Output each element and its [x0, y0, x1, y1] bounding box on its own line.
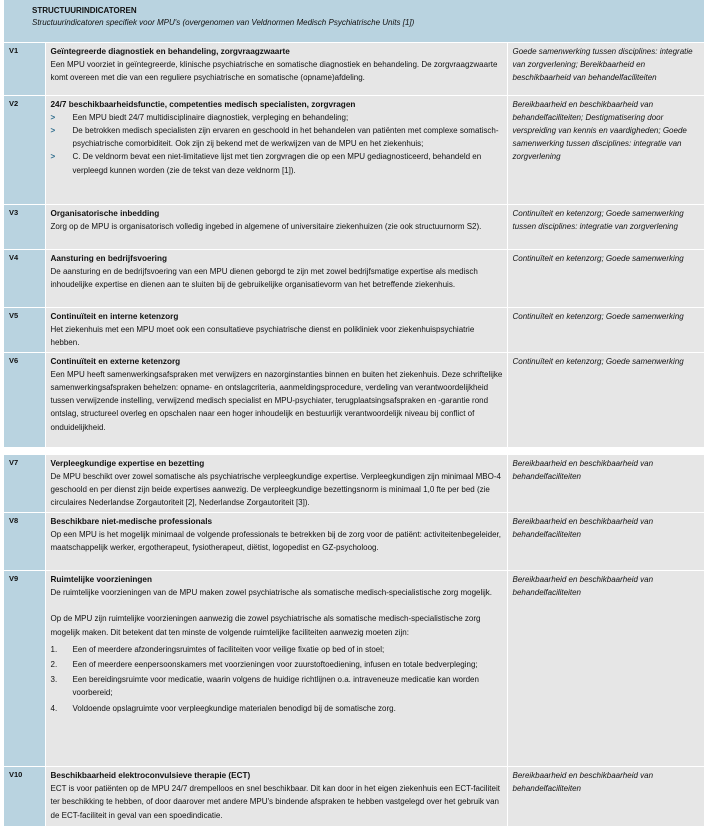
indicator-table-top — [4, 43, 704, 448]
list-item: 4. Voldoende opslagruimte voor verpleegkundige materialen benodigd bij de somatische zorg. — [51, 702, 503, 715]
header-bar — [4, 0, 704, 43]
section-title: STRUCTUURINDICATOREN — [32, 6, 137, 15]
row-title: Beschikbare niet-medische professionals — [51, 515, 503, 528]
row-title: Organisatorische inbedding — [51, 207, 503, 220]
table-row — [4, 95, 704, 204]
table-row — [4, 571, 704, 767]
row-title: Aansturing en bedrijfsvoering — [51, 252, 503, 265]
row-body: De ruimtelijke voorzieningen van de MPU maken zowel psychiatrische als somatische medisch-specialistische zorg mogelijk. — [51, 586, 503, 599]
chevron-right-icon: > — [51, 150, 56, 163]
row-code: V6 — [4, 352, 45, 447]
row-dimension: Bereikbaarheid en beschikbaarheid van behandelfaciliteiten — [507, 455, 704, 513]
row-body: ECT is voor patiënten op de MPU 24/7 drempelloos en snel beschikbaar. Dit kan door in het eigen ziekenhuis een ECT-faciliteit ter beschikking te hebben, of door daarover met andere MPU's bindende afspraken te hebben vastgelegd over het gebruik van de ECT-faciliteit in geval van een spoedindicatie. — [51, 782, 503, 822]
list-item: > C. De veldnorm bevat een niet-limitatieve lijst met tien zorgvragen die op een MPU gediagnosticeerd, behandeld en verpleegd kunnen worden (zie de tekst van deze veldnorm [1]). — [51, 150, 503, 176]
row-content — [45, 204, 507, 249]
table-row — [4, 513, 704, 571]
row-content — [45, 352, 507, 447]
numbered-list — [51, 643, 503, 715]
row-dimension: Continuïteit en ketenzorg; Goede samenwerking tussen disciplines: integratie van zorgverlening — [507, 204, 704, 249]
row-code: V8 — [4, 513, 45, 571]
row-content — [45, 95, 507, 204]
indicator-document — [4, 0, 704, 827]
page-break — [4, 448, 704, 455]
row-dimension: Bereikbaarheid en beschikbaarheid van behandelfaciliteiten; Destigmatisering door verspreiding van kennis en vaardigheden; Goede samenwerking tussen disciplines: integratie van zorgverlening — [507, 95, 704, 204]
row-content — [45, 249, 507, 307]
row-dimension: Bereikbaarheid en beschikbaarheid van behandelfaciliteiten — [507, 513, 704, 571]
row-code: V1 — [4, 43, 45, 95]
row-title: 24/7 beschikbaarheidsfunctie, competenties medisch specialisten, zorgvragen — [51, 98, 503, 111]
row-content — [45, 767, 507, 827]
row-body: Het ziekenhuis met een MPU moet ook een consultatieve psychiatrische dienst en polikliniek voor ziekenhuispsychiatrie hebben. — [51, 323, 503, 349]
row-code: V5 — [4, 307, 45, 352]
row-title: Ruimtelijke voorzieningen — [51, 573, 503, 586]
row-code: V3 — [4, 204, 45, 249]
row-title: Continuïteit en interne ketenzorg — [51, 310, 503, 323]
row-body: De aansturing en de bedrijfsvoering van een MPU dienen geborgd te zijn met zowel bedrijfsmatige expertise als medisch inhoudelijke expertise en dienen aan te sluiten bij de gebruikelijke organisatievorm van het betreffende ziekenhuis. — [51, 265, 503, 291]
row-content — [45, 43, 507, 95]
chevron-right-icon: > — [51, 111, 56, 124]
row-body: Op een MPU is het mogelijk minimaal de volgende professionals te betrekken bij de zorg voor de patiënt: activiteitenbegeleider, maatschappelijk werker, ergotherapeut, fysiotherapeut, diëtist, logopedist en GZ-psycholoog. — [51, 528, 503, 554]
row-code: V7 — [4, 455, 45, 513]
list-item: 2. Een of meerdere eenpersoonskamers met voorzieningen voor zuurstoftoediening, infusen en totale bedverpleging; — [51, 658, 503, 671]
row-code: V9 — [4, 571, 45, 767]
row-content — [45, 513, 507, 571]
row-title: Geïntegreerde diagnostiek en behandeling, zorgvraagzwaarte — [51, 45, 503, 58]
table-row — [4, 767, 704, 827]
table-row — [4, 204, 704, 249]
bullet-list — [51, 111, 503, 177]
row-body: Een MPU voorziet in geïntegreerde, klinische psychiatrische en somatische diagnostiek en behandeling. De zorgvraagzwaarte komt overeen met die van een reguliere psychiatrische en somatische (opname)afdeling. — [51, 58, 503, 84]
row-code: V2 — [4, 95, 45, 204]
row-body: Zorg op de MPU is organisatorisch volledig ingebed in algemene of universitaire ziekenhuizen (zie ook structuurnorm S2). — [51, 220, 503, 233]
section-subtitle: Structuurindicatoren specifiek voor MPU's (overgenomen van Veldnormen Medisch Psychiatrische Units [1]) — [32, 18, 414, 27]
row-body-extra: Op de MPU zijn ruimtelijke voorzieningen aanwezig die zowel psychiatrische als somatische medisch-specialistische zorg mogelijk maken. Dit betekent dat ten minste de volgende ruimtelijke faciliteiten aanwezig moeten zijn: — [51, 612, 503, 638]
row-body: De MPU beschikt over zowel somatische als psychiatrische verpleegkundige expertise. Verpleegkundigen zijn minimaal MBO-4 geschoold en per dienst zijn beide expertises aanwezig. De verpleegkundige bezettingsnorm is minimaal 1,0 fte per bed (zie circulaires Nederlandse Zorgautoriteit [2], Nederlandse Zorgautoriteit [3]). — [51, 470, 503, 510]
row-code: V4 — [4, 249, 45, 307]
row-dimension: Continuïteit en ketenzorg; Goede samenwerking — [507, 352, 704, 447]
table-row — [4, 307, 704, 352]
row-dimension: Goede samenwerking tussen disciplines: integratie van zorgverlening; Bereikbaarheid en beschikbaarheid van behandelfaciliteiten — [507, 43, 704, 95]
table-row — [4, 43, 704, 95]
row-code: V10 — [4, 767, 45, 827]
row-title: Beschikbaarheid elektroconvulsieve therapie (ECT) — [51, 769, 503, 782]
row-dimension: Bereikbaarheid en beschikbaarheid van behandelfaciliteiten — [507, 767, 704, 827]
indicator-table-bottom — [4, 455, 704, 827]
chevron-right-icon: > — [51, 124, 56, 137]
row-title: Verpleegkundige expertise en bezetting — [51, 457, 503, 470]
list-item: 1. Een of meerdere afzonderingsruimtes of faciliteiten voor veilige fixatie op bed of in stoel; — [51, 643, 503, 656]
list-item: > De betrokken medisch specialisten zijn ervaren en geschoold in het behandelen van patiënten met complexe somatisch-psychiatrische comorbiditeit. Ook zijn zij bekend met de werkwijzen van de MPU en het ziekenhuis; — [51, 124, 503, 150]
row-dimension: Continuïteit en ketenzorg; Goede samenwerking — [507, 307, 704, 352]
table-row — [4, 352, 704, 447]
list-item: > Een MPU biedt 24/7 multidisciplinaire diagnostiek, verpleging en behandeling; — [51, 111, 503, 124]
row-dimension: Bereikbaarheid en beschikbaarheid van behandelfaciliteiten — [507, 571, 704, 767]
table-row — [4, 455, 704, 513]
table-row — [4, 249, 704, 307]
row-body: Een MPU heeft samenwerkingsafspraken met verwijzers en nazorginstanties binnen en buiten het ziekenhuis. Deze schriftelijke samenwerkingsafspraken behelzen: opname- en ontslagcriteria, aanmeldingsprocedure, verdeling van verantwoordelijkheid tussen verwijzende instelling, verwijzend medisch specialist en MPU-psychiater, terugplaatsingsafspraken en -garantie rond ontslag, structureel overleg en opschalen naar een hoger inhoudelijk en bestuurlijk verantwoordelijk niveau bij conflict of onduidelijkheid. — [51, 368, 503, 434]
row-content — [45, 307, 507, 352]
list-item: 3. Een bereidingsruimte voor medicatie, waarin volgens de huidige richtlijnen o.a. intraveneuze medicatie kan worden voorbereid; — [51, 673, 503, 699]
row-dimension: Continuïteit en ketenzorg; Goede samenwerking — [507, 249, 704, 307]
row-content — [45, 571, 507, 767]
row-title: Continuïteit en externe ketenzorg — [51, 355, 503, 368]
row-content — [45, 455, 507, 513]
